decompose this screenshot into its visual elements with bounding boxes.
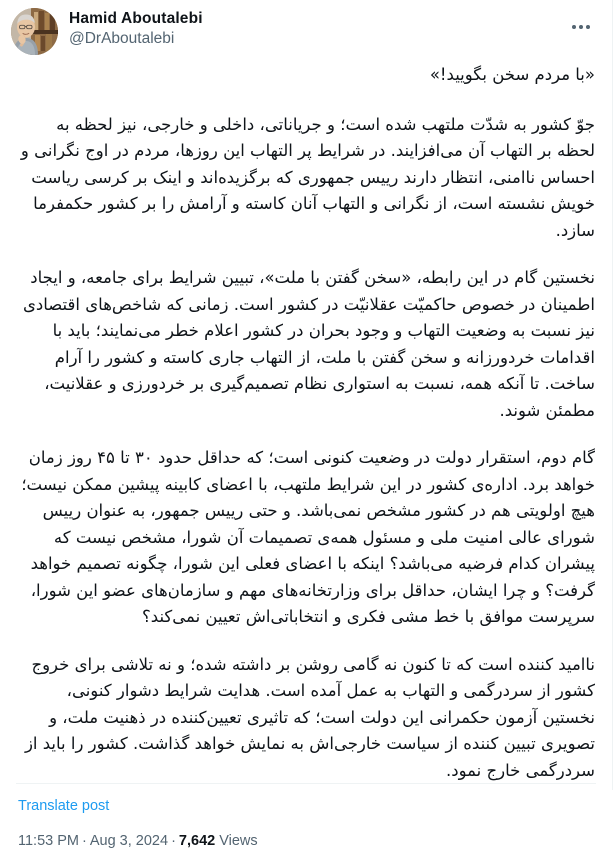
footer-divider xyxy=(16,783,596,784)
avatar[interactable] xyxy=(11,8,58,55)
post-text-lead: «با مردم سخن بگویید!» xyxy=(429,65,595,84)
meta-separator-2: · xyxy=(171,833,176,849)
post-text-paragraph-3: گام دوم، استقرار دولت در وضعیت کنونی است؛ که حداقل حدود ۳۰ تا ۴۵ روز زمان خواهد برد. اداره‌ی کشور در این شرایط ملتهب، با اعضای کابینه پیشین ممکن نیست؛ هیچ اولویتی هم در کشور مشخص نمی‌باشد. و حتی رییس جمهور، به عنوان رییس شورای عالی امنیت ملی و مسئول همه‌ی تصمیمات آن شورا، مشخص نیست که پیشران کدام فرضیه می‌باشد؟ اینکه با اعضای فعلی این شورا، چگونه تصمیم خواهد گرفت؟ و چرا ایشان، حداقل برای وزارتخانه‌های مهم و سازمان‌های عضو این شورا، سرپرست موافق با خط مشی فکری و انتخاباتی‌اش تعیین نمی‌کند؟ xyxy=(21,448,595,626)
meta-separator-1: · xyxy=(82,833,87,849)
views-count[interactable]: 7,642 xyxy=(178,833,216,849)
post-metadata xyxy=(18,831,594,851)
post-footer xyxy=(0,794,612,851)
translate-post-link[interactable]: Translate post xyxy=(18,798,110,814)
author-display-name[interactable]: Hamid Aboutalebi xyxy=(69,10,203,27)
author-handle[interactable]: @DrAboutalebi xyxy=(69,30,175,47)
post-text-paragraph-1: جوّ کشور به شدّت ملتهب شده است؛ و جریاناتی، داخلی و خارجی، نیز لحظه به لحظه بر التهاب آن می‌افزایند. در شرایط پر التهاب این روزها، مردم در اوج نگرانی و احساس ناامنی، انتظار دارند رییس جمهوری که برگزیده‌اند و اینک بر کرسی ریاست خویش نشسته است، از نگرانی و التهاب آنان کاسته و آرامش را بر کشور حکمفرما سازد. xyxy=(20,114,595,240)
post-date[interactable]: Aug 3, 2024 xyxy=(89,833,169,849)
post-time[interactable]: 11:53 PM xyxy=(18,833,79,849)
views-label: Views xyxy=(219,833,258,849)
more-options-button[interactable] xyxy=(564,10,598,44)
post-text-paragraph-2: نخستین گام در این رابطه، «سخن گفتن با ملت»، تبیین شرایط برای جامعه، و ایجاد اطمینان در خصوص حاکمیّت عقلانیّت در کشور است. زمانی که شاخص‌های اقتصادی نیز نسبت به وضعیت التهاب و وجود بحران در کشور اعلام خطر می‌نمایند؛ باید با اقدامات خردورزانه و سخن گفتن با ملت، از التهاب جاری کاسته و کشور را آرام ساخت. تا آنکه همه، نسبت به استواری نظام تصمیم‌گیری بر خردورزی و عقلانیت، مطمئن شوند. xyxy=(22,268,595,420)
post-text-paragraph-4: ناامید کننده است که تا کنون نه گامی روشن بر داشته شده؛ و نه تلاشی برای خروج کشور از سردرگمی و التهاب به عمل آمده است. هدایت شرایط دشوار کنونی، نخستین آزمون حکمرانی این دولت است؛ که تاثیری تعیین‌کننده در ذهنیت ملت، و تصویری تبیین کننده از سیاست خارجی‌اش به نمایش خواهد گذاشت. کشور را باید از سردرگمی خارج نمود. xyxy=(24,654,595,780)
post-header xyxy=(0,0,612,56)
post-body xyxy=(0,56,612,784)
author-identity[interactable] xyxy=(69,8,564,49)
more-horizontal-icon xyxy=(572,25,591,30)
